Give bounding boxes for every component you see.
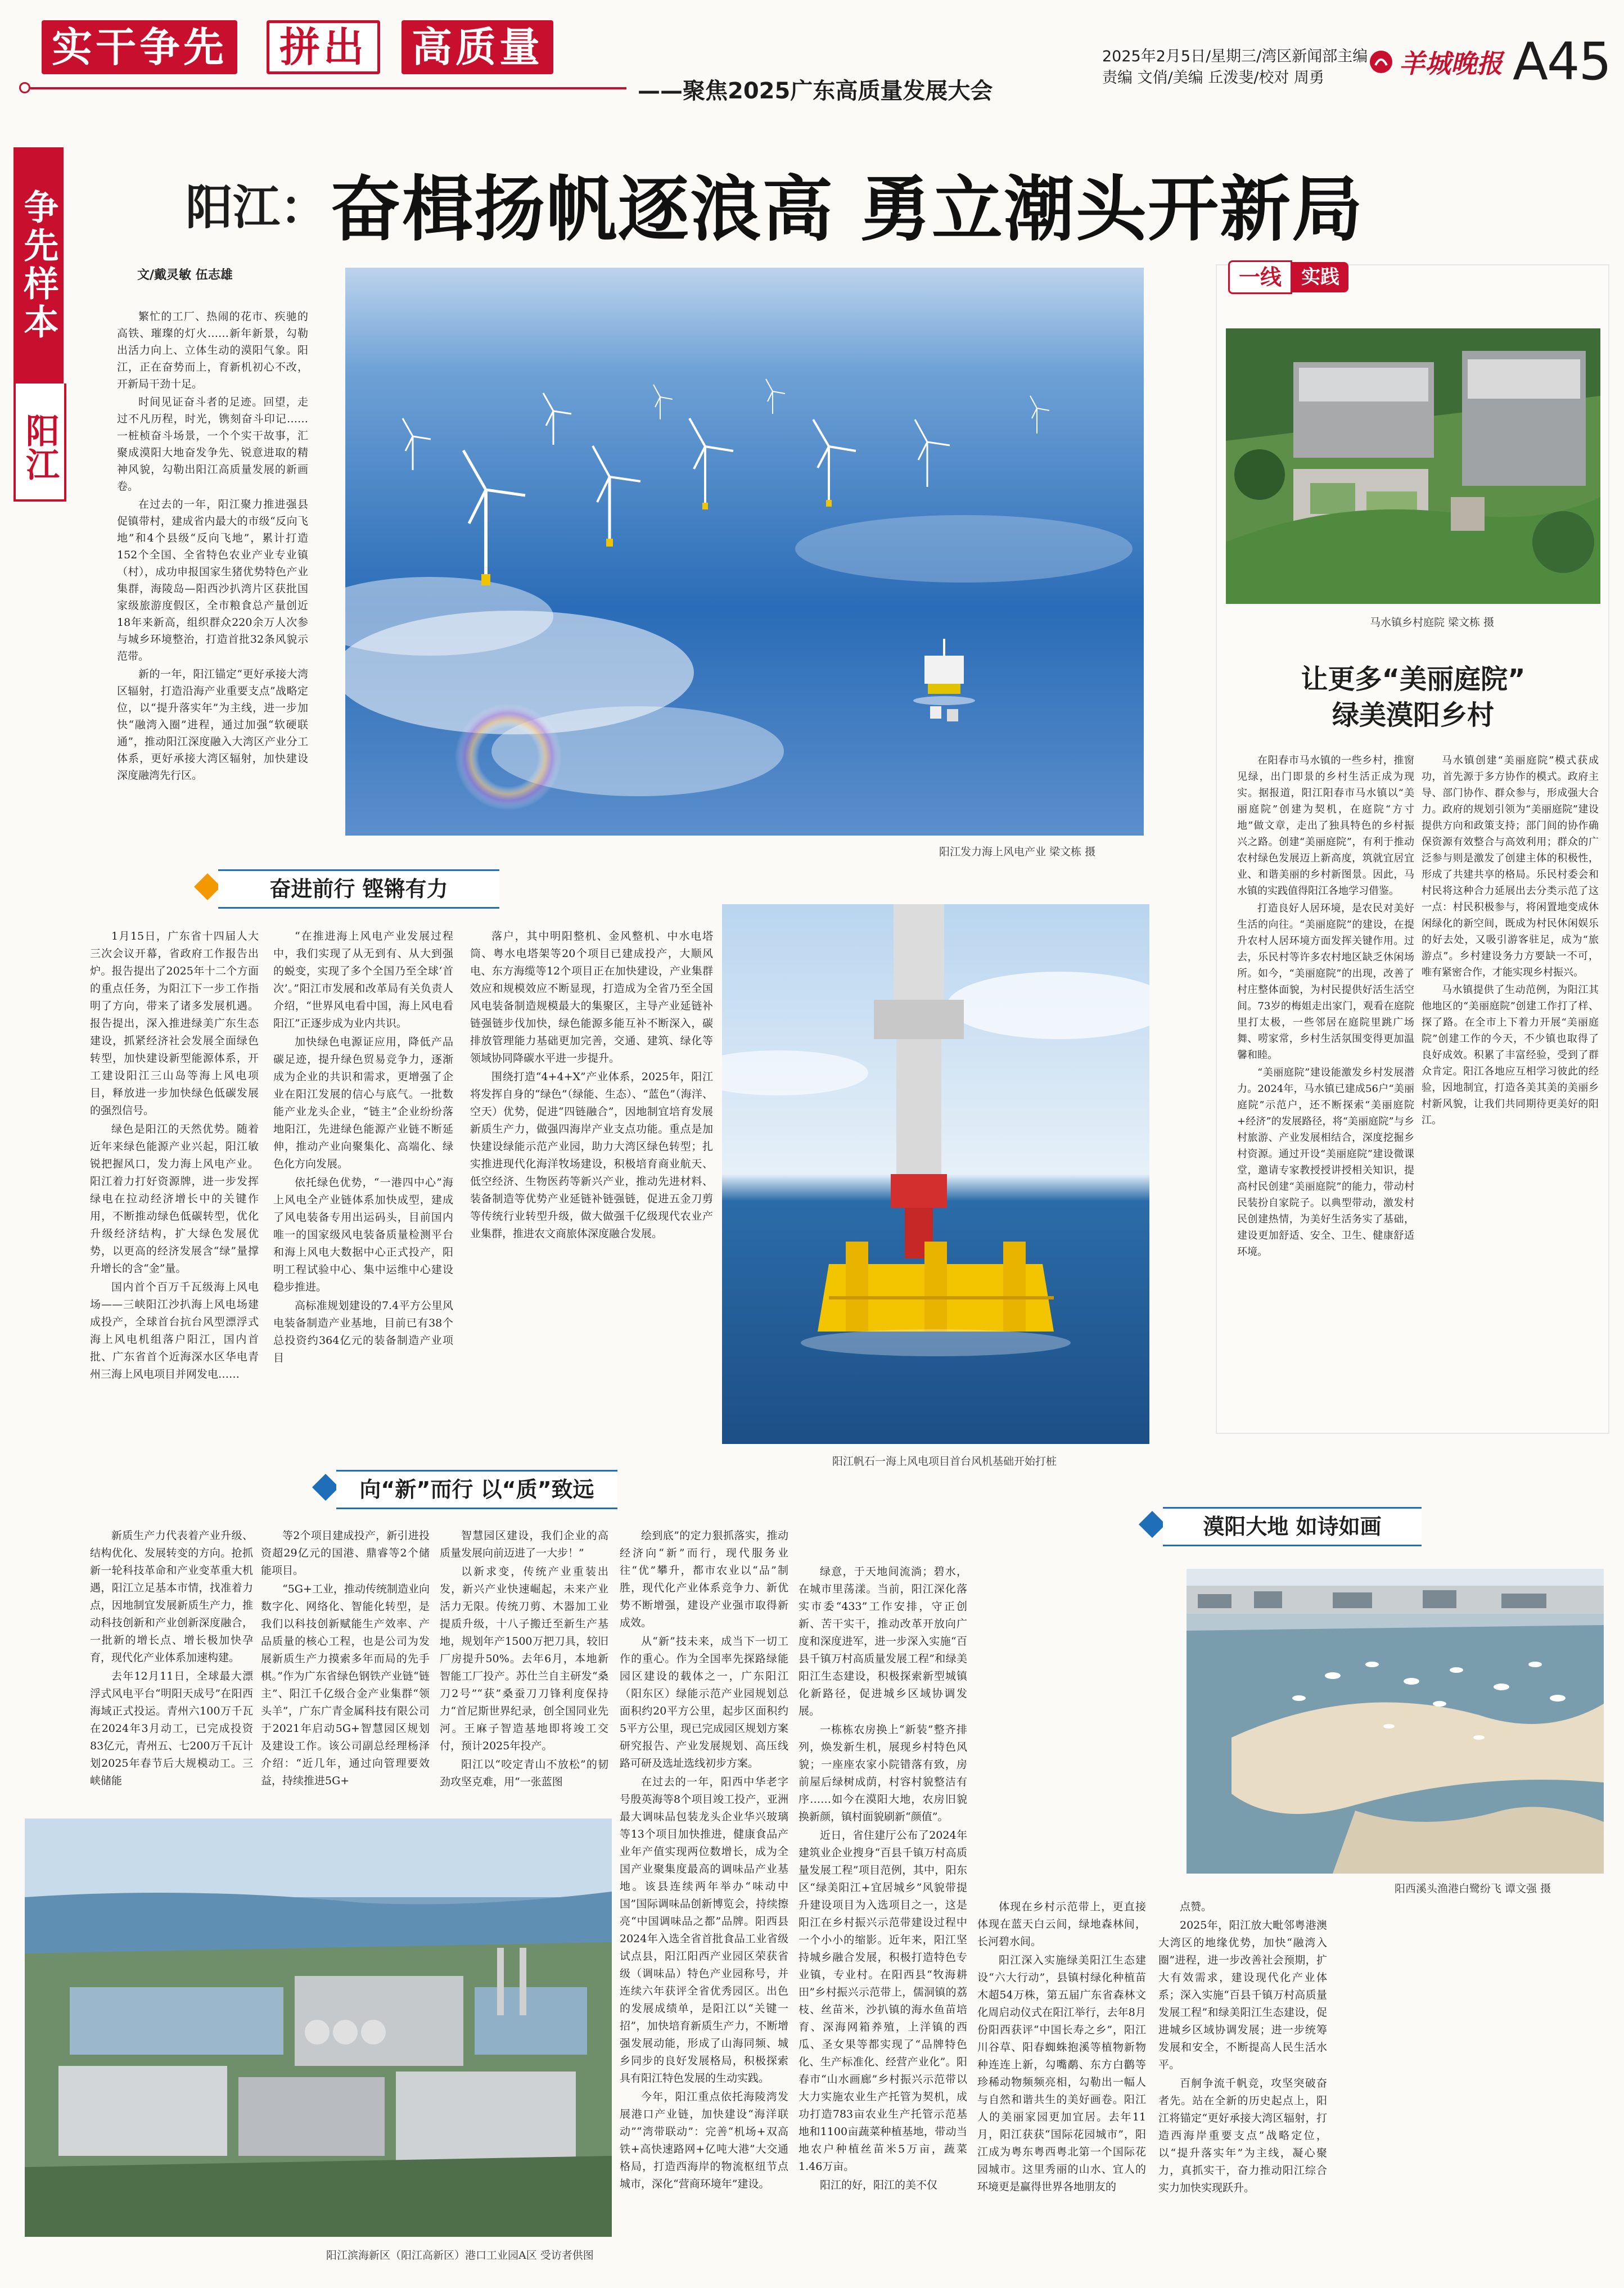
section3-paragraph: 2025年，阳江放大毗邻粤港澳大湾区的地缘优势，加快“融湾入圈”进程，进一步改善社会预期，扩大有效需求，建设现代化产业体系；深入实施“百县千镇万村高质量发展工程”和绿美阳江生态建设，促进城乡区域协调发展；进一步统筹发展和安全，不断提高人民生活水平。	[1158, 1919, 1327, 2071]
section-diamond-icon	[194, 873, 221, 900]
section3-title: 漠阳大地 如诗如画	[1163, 1507, 1422, 1546]
wind-foundation-caption: 阳江帆石一海上风电项目首台风机基础开始打桩	[832, 1455, 1057, 1468]
section1-col-1	[90, 928, 259, 1479]
courtyard-photo	[1226, 328, 1600, 604]
header-rule	[30, 87, 626, 89]
section3-paragraph: 点赞。	[1180, 1901, 1212, 1913]
paper-logo-icon	[1368, 48, 1395, 75]
section2-paragraph: 去年12月11日，全球最大漂浮式风电平台“明阳天成号”在阳西海域正式投运。青州六100万千瓦在2024年3月动工，已完成投资83亿元，青州五、七200万千瓦计划2025年春节后大规模动工。三峡储能	[90, 1670, 253, 1787]
section1-paragraph: 依托绿色优势，“一港四中心”海上风电全产业链体系加快成型，建成了风电装备专用出运码头，目前国内唯一的国家级风电装备质量检测平台和海上风电大数据中心正式投产，阳明工程试验中心、集中运维中心建设稳步推进。	[273, 1176, 453, 1293]
section3-paragraph: 阳江的好，阳江的美不仅	[820, 2179, 938, 2191]
frontline-paragraph: 在阳春市马水镇的一些乡村，推窗见绿，出门即景的乡村生活正成为现实。据报道，阳江阳春市马水镇以“美丽庭院”创建为契机，在庭院“方寸地”做文章，走出了独具特色的乡村振兴之路。创建“美丽庭院”，有利于推动农村绿色发展迈上新高度，筑就宜居宜业、和谐美丽的乡村新图景。因此，马水镇的实践值得阳江各地学习借鉴。	[1237, 755, 1414, 897]
frontline-title	[1226, 661, 1600, 733]
intro-paragraph: 新的一年，阳江锚定“更好承接大湾区辐射，打造沿海产业重要支点”战略定位，以“提升落实年”为主线，进一步加快“融湾入圈”进程，通过加强“软硬联通”，推动阳江深度融入大湾区产业分工体系，更好承接大湾区辐射，加快建设深度融湾先行区。	[117, 668, 308, 782]
section1-paragraph: 落户，其中明阳整机、金风整机、中水电塔筒、粤水电塔架等20个项目已建成投产，大顺风电、东方海缆等12个项目正在加快建设，产业集群效应和规模效应不断显现，打造成为全省乃至全国风电装备制造规模最大的集聚区，主导产业延链补链强链步伐加快，绿色能源多能互补不断深入，碳排放管理能力基础更加完善，交通、建筑、绿化等领域协同降碳水平进一步提升。	[470, 930, 713, 1064]
section3-paragraph: 百舸争流千帆竞，攻坚突破奋者先。站在全新的历史起点上，阳江将锚定“更好承接大湾区辐射，打造西海岸重要支点”战略定位，以“提升落实年”为主线，凝心聚力，真抓实干，奋力推动阳江综合实力加快实现跃升。	[1158, 2077, 1327, 2194]
intro-paragraph: 繁忙的工厂、热闹的花市、疾驰的高铁、璀璨的灯火……新年新景，勾勒出活力向上、立体生动的漠阳气象。阳江，正在奋势而上，育新机初心不改，开新局干劲十足。	[117, 310, 308, 390]
wind-foundation-photo	[722, 904, 1149, 1444]
intro-paragraph: 在过去的一年，阳江聚力推进强县促镇带村，建成省内最大的市级“反向飞地”和4个县级“反向飞地”，累计打造152个全国、全省特色农业产业专业镇（村），成功申报国家生猪优势特色产业集群，海陵岛—阳西沙扒湾片区获批国家级旅游度假区，全市粮食总产量创近18年来新高，组织群众220余万人次参与城乡环境整治，打造首批32条风貌示范带。	[117, 498, 308, 662]
section1-header	[191, 866, 517, 911]
dateline: 2025年2月5日/星期三/湾区新闻部主编	[1102, 48, 1368, 65]
section1-paragraph: 绿色是阳江的天然优势。随着近年来绿色能源产业兴起，阳江敏锐把握风口，发力海上风电产业。阳江着力打好资源牌，进一步发挥绿电在拉动经济增长中的关键作用，不断推动绿色低碳转型，优化升级经济结构，扩大绿色发展优势，以更高的经济发展含“绿”量撑升增长的含“金”量。	[90, 1123, 259, 1275]
header-subline: ——聚焦2025广东高质量发展大会	[638, 78, 993, 104]
section2-header	[309, 1466, 635, 1511]
section3-header	[1136, 1504, 1440, 1549]
section2-paragraph: 智慧园区建设，我们企业的高质量发展向前迈进了一大步！”	[440, 1529, 608, 1559]
section3-col-3	[1158, 1898, 1327, 2269]
masthead	[19, 15, 993, 104]
egrets-harbor-illustration	[1187, 1569, 1604, 1874]
section2-paragraph: 从“新”技未来，成当下一切工作的重心。作为全国率先探路绿能园区建设的载体之一，广东阳江（阳东区）绿能示范产业园规划总面积约20平方公里，起步区面积约5平方公里，现已完成园区规划方案研究报告、产业发展规划、高压线路可研及选址选线初步方案。	[620, 1635, 788, 1770]
frontline-label	[1228, 262, 1348, 292]
frontline-title-line1: 让更多“美丽庭院”	[1301, 664, 1526, 695]
section3-paragraph: 近日，省住建厅公布了2024年建筑业企业搜身“百县千镇万村高质量发展工程”项目范例，其中，阳东区“绿美阳江+宜居城乡”风貌带提升建设项目为入选项目之一，这是阳江在乡村振兴示范带建设过程中一个小小的缩影。近年来，阳江坚持城乡融合发展，积极打造特色专业镇，专业村。在阳西县“牧海耕田”乡村振兴示范带上，儒洞镇的荔枝、丝苗米，沙扒镇的海水鱼苗培育、深海网箱养殖，上洋镇的西瓜、圣女果等都实现了“品牌特色化、生产标准化、经营产业化”。阳春市“山水画廊”乡村振兴示范带以大力实施农业生产托管为契机，成功打造783亩农业生产托管示范基地和1100亩蔬菜种植基地，带动当地农户种植丝苗米5万亩，蔬菜1.46万亩。	[799, 1829, 967, 2173]
frontline-col-2	[1422, 752, 1599, 1416]
section2-paragraph: “5G+工业，推动传统制造业向数字化、网络化、智能化转型，是我们以科技创新赋能生产效率、产品质量的核心工程，也是公司为发展新质生产力摸索多年而局的先手棋。”作为广东省绿色钢铁产业链“链主”、阳江千亿级合金产业集群“领头羊”，广东广青金属科技有限公司于2021年启动5G+智慧园区规划及建设工作。该公司副总经理杨泽介绍：“近几年，通过向管理要效益，持续推进5G+	[261, 1583, 430, 1787]
section1-paragraph: 围绕打造“4+4+X”产业体系，2025年，阳江将发挥自身的“绿色”（绿能、生态）、“蓝色”（海洋、空天）优势，促进“四链融合”，因地制宜培育发展新质生产力，做强四海岸产业支点功能。重点是加快建设绿能示范产业园，助力大湾区绿色转型；扎实推进现代化海洋牧场建设，积极培育商业航天、低空经济、生物医药等新兴产业，推动先进材料、装备制造等优势产业延链补链强链，促进五金刀剪等传统行业转型升级，做大做强千亿级现代农业产业集群，推进农文商旅体深度融合发展。	[470, 1071, 713, 1240]
section1-paragraph: 1月15日，广东省十四届人大三次会议开幕，省政府工作报告出炉。报告提出了2025年十二个方面的重点任务，为阳江下一步工作指明了方向，带来了诸多发展机遇。报告提出，深入推进绿美广东生态建设，抓紧经济社会发展全面绿色转型，加快建设新型能源体系，开工建设阳江三山岛等海上风电项目，释放进一步加快绿色低碳发展的强烈信号。	[90, 930, 259, 1117]
section2-col-1	[90, 1527, 253, 1808]
section3-paragraph: 阳江深入实施绿美阳江生态建设“六大行动”，县镇村绿化种植苗木超54万株，第五届广东省森林文化周启动仪式在阳江举行，去年8月份阳西获评“中国长寿之乡”，阳江川谷草、阳春蜘蛛抱溪等植物新物种连连上新，勾嘴鹬、东方白鹳等珍稀动物频频亮相，勾勒出一幅人与自然和谐共生的美好画卷。阳江人的美丽家园更加宜居。去年11月，阳江获获“国际花园城市”，阳江成为粤东粤西粤北第一个国际花园城市。这里秀丽的山水、宜人的环境更是赢得世界各地朋友的	[977, 1954, 1146, 2193]
intro-paragraph: 时间见证奋斗者的足迹。回望，走过不凡历程，时光，镌刻奋斗印记……一桩桢奋斗场景，一个个实干故事，汇聚成漠阳大地奋发争先、锐意进取的精神风貌，勾勒出阳江高质量发展的新画卷。	[117, 396, 308, 493]
frontline-paragraph: 打造良好人居环境，是农民对美好生活的向往。“美丽庭院”的建设，在提升农村人居环境方面发挥关键作用。过去，乐民村等许多农村地区缺乏休闲场所。如今，“美丽庭院”的出现，改善了村庄整体面貌，为村民提供好活生活空间。73岁的梅姐走出家门，观看在庭院里打太极，一些邻居在庭院里跳广场舞、唠家常，乡村生活氛围变得更加温馨和睦。	[1237, 902, 1414, 1061]
side-tag-top: 争先样本	[13, 147, 64, 383]
section1-title: 奋进前行 铿锵有力	[218, 869, 499, 909]
section2-paragraph: 等2个项目建成投产，新引进投资超29亿元的国港、鼎睿等2个储能项目。	[261, 1529, 430, 1577]
frontline-title-line2: 绿美漠阳乡村	[1332, 700, 1494, 731]
section1-paragraph: 加快绿色电源证应用，降低产品碳足迹，提升绿色贸易竞争力，逐渐成为企业的共识和需求，更增强了企业在阳江发展的信心与底气。一批数能产业龙头企业，“链主”企业纷纷落地阳江，先进绿色能源产业链不断延伸，推动产业向聚集化、高端化、绿色化方向发展。	[273, 1036, 453, 1170]
side-tag	[13, 147, 67, 502]
intro-text	[117, 308, 308, 870]
section2-col-2	[261, 1527, 430, 1808]
section1-paragraph: 高标准规划建设的7.4平方公里风电装备制造产业基地，目前已有38个总投资约364亿元的装备制造产业项目	[273, 1299, 453, 1364]
section-diamond-icon	[312, 1474, 339, 1501]
section1-col-3	[470, 928, 713, 1479]
industrial-park-photo	[25, 1818, 612, 2237]
section2-paragraph: 绘到底”的定力狠抓落实，推动经济向“新”而行，现代服务业往“优”攀升，都市农业以“品”制胜，现代化产业体系竞争力、新优势不断增强，建设产业强市取得新成效。	[620, 1529, 788, 1629]
courtyard-illustration	[1226, 328, 1600, 604]
headline	[186, 153, 1479, 251]
section2-title: 向“新”而行 以“质”致远	[336, 1470, 617, 1509]
kicker-part-3: 高质量	[402, 20, 553, 74]
pin-decoration-icon	[19, 82, 30, 93]
paper-name: 羊城晚报	[1399, 48, 1503, 79]
headline-place: 阳江：	[186, 180, 328, 235]
kicker-part-1: 实干争先	[42, 20, 237, 74]
section1-paragraph: 国内首个百万千瓦级海上风电场——三峡阳江沙扒海上风电场建成投产，全球首台抗台风型漂浮式海上风电机组落户阳江，国内首批、广东省首个近海深水区华电青州三海上风电项目并网发电……	[90, 1281, 259, 1380]
section3-paragraph: 绿意，于天地间流淌；碧水，在城市里荡漾。当前，阳江深化落实市委“433”工作安排，守正创新、苦干实干，推动改革开放向广度和深度进军，进一步深入实施“百县千镇万村高质量发展工程”和绿美阳江生态建设，积极探索新型城镇化新路径，促进城乡区域协调发展。	[799, 1565, 967, 1717]
frontline-paragraph: 马水镇提供了生动范例，为阳江其他地区的“美丽庭院”创建工作打了样、探了路。在全市上下着力开展“美丽庭院”创建工作的今天，不少镇也取得了良好成效。积累了丰富经验，受到了群众肯定。阳江各地应互相学习彼此的经验，因地制宜，打造各美其美的美丽乡村新风貌，让我们共同期待更美好的阳江。	[1422, 984, 1599, 1126]
wind-foundation-illustration	[722, 904, 1149, 1444]
section3-col-2	[977, 1898, 1146, 2269]
courtyard-photo-caption: 马水镇乡村庭院 梁文栋 摄	[1370, 616, 1495, 629]
byline: 文/戴灵敏 伍志雄	[137, 268, 233, 282]
section2-paragraph: 以新求变，传统产业重装出发，新兴产业快速崛起，未来产业活力无限。传统刀剪、木器加工业提质升级，十八子搬迁至新生产基地，规划年产1500万把刀具，较旧厂房提升50%。去年6月，本地新智能工厂投产。苏仕兰自主研发“桑刀2号”“获”桑蚕刀刀锋利度保持力“首尼斯世界纪录，创全国同业先河。王麻子智造基地即将竣工交付，预计2025年投产。	[440, 1565, 608, 1752]
section-diamond-icon	[1139, 1511, 1166, 1538]
industrial-park-illustration	[25, 1818, 612, 2237]
egrets-photo-caption: 阳西溪头渔港白鹭纷飞 谭文强 摄	[1395, 1883, 1551, 1895]
credits: 责编 文俏/美编 丘泼斐/校对 周勇	[1102, 69, 1324, 87]
kicker-part-2: 拼出	[267, 20, 380, 74]
section2-paragraph: 在过去的一年，阳西中华老字号殷英海等8个项目竣工投产，亚洲最大调味品包装龙头企业华兴玻璃等13个项目加快推进，健康食品产业年产值实现两位数增长，成为全国产业聚集度最高的调味品产业基地。该县连续两年举办“味动中国”国际调味品创新博览会，持续擦亮“中国调味品之都”品牌。阳西县2024年入选全省首批食品工业省级试点县，阳江阳西产业园区荣获省级（调味品）特色产业园称号，并连续六年获评全省优秀园区。出色的发展成绩单，是阳江以“关键一招”，加快培育新质生产力，不断增强发展动能，形成了山海同频、城乡同步的良好发展格局，积极探索具有阳江特色发展的生动实践。	[620, 1776, 788, 2084]
section2-paragraph: 今年，阳江重点依托海陵湾发展港口产业链，加快建设“海洋联动”“湾带联动”：完善“机场+双高铁+高快速路网+亿吨大港”大交通格局，打造西海岸的物流枢纽节点城市，深化“营商环境年”建设。	[620, 2091, 788, 2190]
section2-col-3	[440, 1527, 608, 1808]
industrial-photo-caption: 阳江滨海新区（阳江高新区）港口工业园A区 受访者供图	[326, 2249, 594, 2262]
headline-title: 奋楫扬帆逐浪高 勇立潮头开新局	[330, 168, 1364, 251]
section2-col-4	[620, 1527, 788, 2269]
section2-paragraph: 阳江以“咬定青山不放松”的韧劲攻坚克难，用“一张蓝图	[440, 1758, 608, 1788]
frontline-paragraph: 马水镇创建“美丽庭院”模式获成功，首先源于多方协作的模式。政府主导、部门协作、群众参与，形成强大合力。政府的规划引领为“美丽庭院”建设提供方向和政策支持；部门间的协作确保资源有效整合与高效利用；群众的广泛参与则是激发了创建主体的积极性，形成了共建共享的格局。乐民村委会和村民将这种合力延展出去分类示范了这一点：村民积极参与，将闲置地变成休闲绿化的新空间，既成为村民休闲娱乐的好去处，又吸引游客驻足，成为“旅游点”。乡村建设务力方要缺一不可，唯有紧密合作，才能实现乡村振兴。	[1422, 755, 1599, 978]
page-number: A45	[1513, 31, 1611, 92]
section1-paragraph: “在推进海上风电产业发展过程中，我们实现了从无到有、从大到强的蜕变，实现了多个全国乃至全球‘首次’。”阳江市发展和改革局有关负责人介绍，“世界风电看中国，海上风电看阳江”正逐步成为业内共识。	[273, 930, 453, 1030]
section3-paragraph: 体现在乡村示范带上，更直接体现在蓝天白云间，绿地森林间，长河碧水间。	[977, 1901, 1146, 1948]
section3-col-1	[799, 1563, 967, 2266]
frontline-col-1	[1237, 752, 1414, 1416]
section3-paragraph: 一栋栋农房换上“新装”整齐排列，焕发新生机，展现乡村特色风貌；一座座农家小院错落有致，房前屋后绿树成荫，村容村貌整洁有序……如今在漠阳大地，农房旧貌换新颜，镇村面貌刷新“颜值”。	[799, 1723, 967, 1823]
egrets-harbor-photo	[1187, 1569, 1604, 1874]
offshore-wind-illustration	[345, 268, 1144, 836]
offshore-wind-photo	[345, 268, 1144, 836]
frontline-paragraph: “美丽庭院”建设能激发乡村发展潜力。2024年，马水镇已建成56户“美丽庭院”示范户，还不断探索“美丽庭院+经济”的发展路径，将“美丽庭院”与乡村旅游、产业发展相结合，深度挖掘乡村资源。通过开设“美丽庭院”建设微课堂，邀请专家教授授讲授相关知识，提高村民创建“美丽庭院”的能力，带动村民装扮自家院子。以典型带动，激发村民创建热情，为美好生活务实了基础，建设更加舒适、安全、卫生、健康舒适环境。	[1237, 1067, 1414, 1258]
frontline-label-left: 一线	[1228, 260, 1292, 294]
paper-logo	[1368, 39, 1508, 84]
frontline-label-right: 实践	[1292, 262, 1348, 292]
section2-paragraph: 新质生产力代表着产业升级、结构优化、发展转变的方向。抢抓新一轮科技革命和产业变革重大机遇，阳江立足基本市情，找准着力点，因地制宜发展新质生产力，推动科技创新和产业创新深度融合，一批新的增长点、增长极加快孕育，现代化产业体系加速构建。	[90, 1529, 253, 1664]
offshore-photo-caption: 阳江发力海上风电产业 梁文栋 摄	[939, 846, 1096, 858]
side-tag-bottom: 阳江	[13, 383, 66, 502]
section1-col-2	[273, 928, 453, 1479]
